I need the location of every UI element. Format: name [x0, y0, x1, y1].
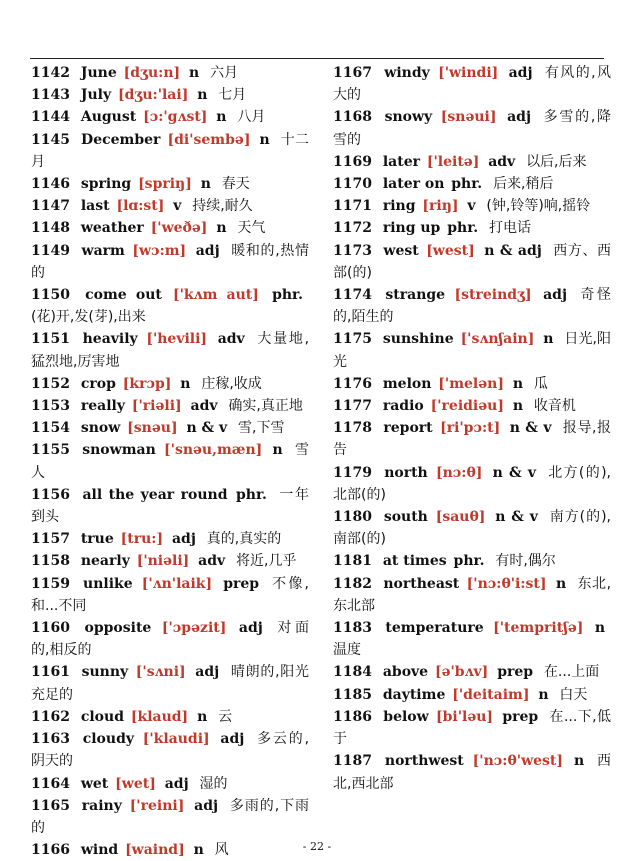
entry-chinese-meaning: 庄稼,收成	[201, 375, 262, 392]
entry-phonetic: [sauθ]	[435, 509, 486, 526]
entry-phonetic: [dʒu:'lai]	[117, 87, 189, 104]
entry-chinese-meaning: (花)开,发(芽),出来	[31, 309, 146, 326]
entry-part-of-speech: adv	[190, 398, 218, 415]
entry-number: 1180	[333, 509, 372, 526]
entry-chinese-meaning: 奇怪的,陌生的	[333, 287, 612, 326]
vocab-entry	[333, 684, 611, 706]
entry-part-of-speech: phr.	[451, 176, 483, 193]
entry-word: later	[382, 153, 420, 170]
entry-phonetic: [west]	[426, 242, 475, 259]
entry-number: 1146	[31, 176, 70, 193]
entry-chinese-meaning: 在...上面	[543, 664, 600, 681]
vocab-entry	[31, 217, 309, 239]
entry-part-of-speech: adj	[220, 731, 245, 748]
entry-chinese-meaning: 雪人	[31, 442, 309, 481]
entry-phonetic: [wet]	[115, 775, 156, 792]
vocab-entry	[31, 773, 309, 795]
entry-number: 1165	[31, 797, 70, 814]
entry-word: August	[80, 109, 137, 126]
entry-number: 1186	[333, 708, 372, 725]
vocab-entry	[333, 217, 611, 239]
entry-phonetic: ['reidiəu]	[430, 398, 504, 415]
entry-word: sunshine	[382, 331, 454, 348]
entry-word: weather	[80, 220, 144, 237]
entry-phonetic: ['ɔpəzit]	[161, 620, 227, 637]
entry-word: northwest	[384, 753, 464, 770]
entry-word: northeast	[383, 575, 460, 592]
vocab-entry	[333, 373, 611, 395]
entry-phonetic: [dʒu:n]	[123, 65, 181, 81]
entry-number: 1182	[333, 575, 372, 592]
entry-chinese-meaning: 一年到头	[31, 486, 310, 526]
entry-chinese-meaning: 风	[214, 842, 229, 859]
entry-part-of-speech: n	[197, 708, 208, 725]
vocab-entry	[333, 706, 611, 750]
entry-part-of-speech: phr.	[272, 287, 303, 304]
entry-phonetic: ['deitaim]	[452, 686, 530, 703]
entry-word: come out	[85, 287, 162, 304]
entry-word: south	[383, 509, 428, 526]
entry-word: melon	[382, 375, 432, 392]
entry-word: strange	[385, 287, 446, 304]
entry-phonetic: ['hevili]	[146, 331, 208, 348]
entry-phonetic: [lɑ:st]	[116, 198, 165, 215]
entry-phonetic: [riŋ]	[422, 198, 459, 215]
vocab-entry	[333, 617, 611, 661]
entry-word: sunny	[81, 664, 129, 681]
entry-chinese-meaning: 白天	[559, 686, 588, 703]
vocab-entry	[333, 417, 611, 461]
entry-phonetic: ['sʌnʃain]	[460, 331, 535, 348]
entry-phonetic: [snəu]	[127, 420, 178, 437]
entry-chinese-meaning: (钟,铃等)响,摇铃	[486, 198, 591, 215]
entry-chinese-meaning: 暖和的,热情的	[31, 242, 310, 281]
vocab-entry	[333, 151, 611, 173]
entry-number: 1161	[31, 664, 70, 681]
entry-chinese-meaning: 有时,偶尔	[495, 553, 556, 570]
vocab-entry	[333, 240, 611, 284]
entry-word: June	[80, 65, 117, 81]
entry-number: 1174	[333, 287, 372, 304]
entry-phonetic: ['nɔ:θ'west]	[472, 753, 564, 770]
entry-chinese-meaning: 以后,后来	[526, 153, 587, 170]
entry-word: ring up	[382, 220, 441, 237]
entry-part-of-speech: v	[173, 198, 182, 215]
entry-chinese-meaning: 西北,西北部	[333, 753, 612, 792]
entry-chinese-meaning: 雪,下雪	[238, 420, 285, 437]
entry-chinese-meaning: 日光,阳光	[333, 331, 612, 370]
entry-chinese-meaning: 有风的,风大的	[333, 65, 612, 104]
entry-part-of-speech: prep	[502, 708, 539, 725]
entry-part-of-speech: n	[193, 842, 204, 859]
entry-word: at times	[382, 553, 447, 570]
entry-chinese-meaning: 对面的,相反的	[31, 620, 310, 659]
entry-part-of-speech: n & v	[492, 464, 537, 481]
entry-chinese-meaning: 瓜	[533, 375, 548, 392]
entry-chinese-meaning: 东北,东北部	[333, 575, 612, 614]
entry-chinese-meaning: 收音机	[533, 398, 576, 415]
entry-number: 1143	[31, 87, 70, 104]
entry-phonetic: ['klaudi]	[142, 731, 210, 748]
entry-chinese-meaning: 云	[218, 708, 233, 725]
entry-phonetic: [di'sembə]	[167, 131, 251, 148]
entry-chinese-meaning: 多雨的,下雨的	[31, 797, 310, 836]
entry-chinese-meaning: 不像,和...不同	[31, 575, 310, 614]
entry-word: later on	[382, 176, 445, 193]
entry-word: north	[384, 464, 428, 481]
entry-word: wind	[80, 842, 119, 859]
vocab-entry	[31, 661, 309, 705]
entry-phonetic: ['weðə]	[150, 220, 208, 237]
entry-part-of-speech: n	[543, 331, 554, 348]
vocab-entry	[333, 62, 611, 106]
entry-part-of-speech: n & v	[509, 420, 552, 437]
vocab-entry	[31, 195, 309, 217]
entry-number: 1179	[333, 464, 372, 481]
entry-part-of-speech: n & v	[186, 420, 228, 437]
entry-part-of-speech: adj	[238, 620, 263, 637]
entry-part-of-speech: phr.	[447, 220, 479, 237]
vocab-entry	[31, 550, 309, 572]
vocab-entry	[31, 328, 309, 372]
entry-number: 1150	[31, 287, 70, 304]
entry-number: 1184	[333, 664, 372, 681]
entry-part-of-speech: adj	[507, 109, 532, 126]
entry-part-of-speech: n	[216, 109, 227, 126]
entry-part-of-speech: adj	[164, 775, 189, 792]
entry-word: above	[382, 664, 429, 681]
entry-part-of-speech: n	[200, 176, 211, 193]
entry-number: 1145	[31, 131, 70, 148]
entry-number: 1172	[333, 220, 372, 237]
entry-chinese-meaning: 多雪的,降雪的	[333, 109, 612, 148]
entry-phonetic: [ə'bʌv]	[434, 664, 489, 681]
entry-chinese-meaning: 八月	[237, 109, 266, 126]
entry-part-of-speech: phr.	[453, 553, 485, 570]
vocab-entry	[31, 706, 309, 728]
vocab-entry	[31, 484, 309, 528]
entry-word: snowman	[82, 442, 156, 459]
entry-phonetic: [spriŋ]	[138, 176, 192, 193]
vocab-entry	[31, 173, 309, 195]
entry-word: radio	[382, 398, 424, 415]
entry-part-of-speech: n	[594, 620, 605, 637]
entry-chinese-meaning: 真的,真实的	[206, 531, 282, 548]
entry-number: 1155	[31, 442, 70, 459]
entry-number: 1187	[333, 753, 372, 770]
entry-part-of-speech: n	[180, 375, 191, 392]
vocab-entry	[333, 173, 611, 195]
vocab-entry	[333, 550, 611, 572]
entry-phonetic: [waind]	[125, 842, 185, 859]
entry-part-of-speech: adv	[198, 553, 226, 570]
entry-part-of-speech: n	[216, 220, 227, 237]
entry-part-of-speech: n	[197, 87, 208, 104]
vocab-entry	[333, 462, 611, 506]
entry-word: unlike	[83, 575, 133, 592]
vocab-entry	[333, 573, 611, 617]
entry-phonetic: [wɔ:m]	[132, 242, 187, 259]
vocab-entry	[333, 106, 611, 150]
entry-word: daytime	[382, 686, 446, 703]
vocab-entry	[31, 62, 309, 84]
entry-number: 1158	[31, 553, 70, 570]
entry-chinese-meaning: 持续,耐久	[192, 198, 253, 215]
entry-phonetic: ['ʌn'laik]	[141, 575, 213, 592]
entry-part-of-speech: n	[555, 575, 567, 592]
entry-part-of-speech: n	[538, 686, 549, 703]
entry-chinese-meaning: 春天	[221, 176, 250, 193]
entry-part-of-speech: n	[573, 753, 585, 770]
entry-number: 1157	[31, 531, 70, 548]
entry-part-of-speech: prep	[497, 664, 534, 681]
entry-word: cloud	[80, 708, 124, 725]
vocab-entry	[31, 106, 309, 128]
vocab-entry	[31, 129, 309, 173]
entry-chinese-meaning: 报导,报告	[333, 420, 611, 459]
entry-part-of-speech: adj	[195, 242, 220, 259]
entry-number: 1153	[31, 398, 70, 415]
entry-part-of-speech: v	[467, 198, 476, 215]
entry-phonetic: [ɔ:'gʌst]	[143, 109, 208, 126]
entry-part-of-speech: n & v	[495, 509, 538, 526]
entry-number: 1154	[31, 420, 70, 437]
entry-phonetic: ['sʌni]	[135, 664, 186, 681]
entry-number: 1152	[31, 375, 70, 392]
entry-word: snow	[80, 420, 121, 437]
entry-chinese-meaning: 十二月	[31, 131, 309, 170]
entry-number: 1185	[333, 686, 372, 703]
entry-word: wet	[80, 775, 109, 792]
entry-part-of-speech: prep	[223, 575, 260, 592]
entry-chinese-meaning: 六月	[210, 65, 239, 81]
vocab-entry	[333, 661, 611, 683]
entry-chinese-meaning: 确实,真正地	[228, 398, 303, 415]
entry-word: temperature	[385, 620, 484, 637]
entry-chinese-meaning: 七月	[218, 87, 247, 104]
entry-part-of-speech: adj	[543, 287, 568, 304]
entry-phonetic: [bi'ləu]	[436, 708, 494, 725]
entry-chinese-meaning: 多云的,阴天的	[31, 731, 310, 770]
entry-word: crop	[80, 375, 116, 392]
entry-chinese-meaning: 温度	[333, 642, 361, 659]
entry-phonetic: [snəui]	[440, 109, 497, 126]
entry-phonetic: ['tempritʃə]	[493, 620, 584, 637]
entry-part-of-speech: adv	[217, 331, 245, 348]
entry-part-of-speech: n	[189, 65, 200, 81]
page-number: - 22 -	[302, 840, 332, 853]
entry-chinese-meaning: 晴朗的,阳光充足的	[31, 664, 310, 703]
vocab-column-left	[31, 62, 309, 861]
entry-number: 1142	[31, 65, 70, 81]
vocab-entry	[31, 439, 309, 483]
vocab-entry	[333, 506, 611, 550]
entry-number: 1163	[31, 731, 70, 748]
entry-word: windy	[384, 65, 430, 81]
entry-number: 1173	[333, 242, 372, 259]
entry-part-of-speech: n	[512, 375, 524, 392]
entry-number: 1168	[333, 109, 372, 126]
entry-number: 1159	[31, 575, 70, 592]
vocab-entry	[31, 528, 309, 550]
entry-number: 1167	[333, 65, 372, 81]
entry-phonetic: [nɔ:θ]	[435, 464, 483, 481]
entry-word: all the year round	[82, 486, 228, 503]
entry-chinese-meaning: 将近,几乎	[236, 553, 297, 570]
entry-chinese-meaning: 大量地,猛烈地,厉害地	[31, 331, 310, 370]
entry-number: 1151	[31, 331, 70, 348]
entry-chinese-meaning: 北方(的),北部(的)	[333, 464, 611, 503]
vocab-entry	[31, 284, 309, 328]
vocab-entry	[333, 195, 611, 217]
vocab-entry	[31, 373, 309, 395]
entry-phonetic: ['leitə]	[426, 153, 480, 170]
entry-part-of-speech: adj	[195, 664, 220, 681]
entry-phonetic: [tru:]	[120, 531, 164, 548]
vocab-entry	[31, 417, 309, 439]
entry-phonetic: [streindʒ]	[454, 287, 532, 304]
entry-part-of-speech: adj	[194, 797, 219, 814]
vocab-entry	[333, 328, 611, 372]
entry-number: 1178	[333, 420, 372, 437]
entry-number: 1169	[333, 153, 372, 170]
vocab-entry	[31, 240, 309, 284]
vocab-entry	[31, 573, 309, 617]
entry-part-of-speech: n	[259, 131, 270, 148]
entry-number: 1148	[31, 220, 70, 237]
vocab-entry	[31, 84, 309, 106]
entry-word: true	[80, 531, 114, 548]
entry-phonetic: ['reini]	[129, 797, 185, 814]
entry-word: ring	[382, 198, 416, 215]
entry-part-of-speech: n & adj	[484, 242, 542, 259]
entry-chinese-meaning: 西方、西部(的)	[333, 242, 612, 281]
entry-number: 1183	[333, 620, 372, 637]
entry-word: December	[81, 131, 161, 148]
entry-word: cloudy	[82, 731, 134, 748]
entry-chinese-meaning: 打电话	[489, 220, 532, 237]
entry-word: opposite	[84, 620, 152, 637]
entry-number: 1181	[333, 553, 372, 570]
entry-part-of-speech: n	[272, 442, 283, 459]
vocab-entry	[31, 795, 309, 839]
entry-part-of-speech: n	[512, 398, 524, 415]
entry-phonetic: ['melən]	[438, 375, 504, 392]
entry-word: report	[383, 420, 433, 437]
entry-number: 1162	[31, 708, 70, 725]
vocab-entry	[333, 395, 611, 417]
vocab-column-right	[333, 62, 611, 795]
entry-number: 1149	[31, 242, 70, 259]
entry-word: really	[80, 398, 125, 415]
entry-word: warm	[81, 242, 125, 259]
vocab-entry	[31, 395, 309, 417]
entry-chinese-meaning: 在...下,低于	[333, 708, 612, 748]
entry-number: 1144	[31, 109, 70, 126]
entry-phonetic: ['niəli]	[136, 553, 190, 570]
entry-number: 1160	[31, 620, 70, 637]
entry-word: rainy	[81, 797, 122, 814]
header-rule	[30, 58, 604, 59]
entry-number: 1147	[31, 198, 70, 215]
entry-word: heavily	[82, 331, 138, 348]
entry-part-of-speech: adj	[171, 531, 196, 548]
entry-word: snowy	[384, 109, 433, 126]
entry-number: 1166	[31, 842, 70, 859]
entry-chinese-meaning: 湿的	[199, 775, 228, 792]
vocab-entry	[31, 617, 309, 661]
entry-number: 1156	[31, 486, 70, 503]
entry-number: 1176	[333, 375, 372, 392]
entry-part-of-speech: adj	[508, 65, 533, 81]
entry-phonetic: ['snəu,mæn]	[164, 442, 263, 459]
entry-word: nearly	[80, 553, 130, 570]
entry-number: 1175	[333, 331, 372, 348]
entry-word: spring	[80, 176, 132, 193]
entry-phonetic: ['riəli]	[131, 398, 182, 415]
vocab-entry	[31, 728, 309, 772]
entry-phonetic: ['kʌm aut]	[173, 287, 259, 304]
entry-word: last	[80, 198, 110, 215]
vocab-entry	[333, 284, 611, 328]
vocab-entry	[333, 750, 611, 794]
entry-number: 1177	[333, 398, 372, 415]
entry-chinese-meaning: 南方(的),南部(的)	[333, 509, 611, 548]
entry-word: below	[383, 708, 429, 725]
entry-phonetic: ['nɔ:θ'i:st]	[466, 575, 547, 592]
entry-number: 1171	[333, 198, 372, 215]
entry-chinese-meaning: 后来,稍后	[493, 176, 554, 193]
entry-phonetic: ['windi]	[438, 65, 499, 81]
entry-phonetic: [ri'pɔ:t]	[440, 420, 501, 437]
entry-word: July	[80, 87, 112, 104]
entry-part-of-speech: phr.	[236, 486, 267, 503]
entry-number: 1164	[31, 775, 70, 792]
entry-number: 1170	[333, 176, 372, 193]
entry-phonetic: [krɔp]	[122, 375, 172, 392]
entry-chinese-meaning: 天气	[237, 220, 266, 237]
entry-word: west	[383, 242, 419, 259]
entry-part-of-speech: adv	[488, 153, 516, 170]
entry-phonetic: [klaud]	[130, 708, 189, 725]
